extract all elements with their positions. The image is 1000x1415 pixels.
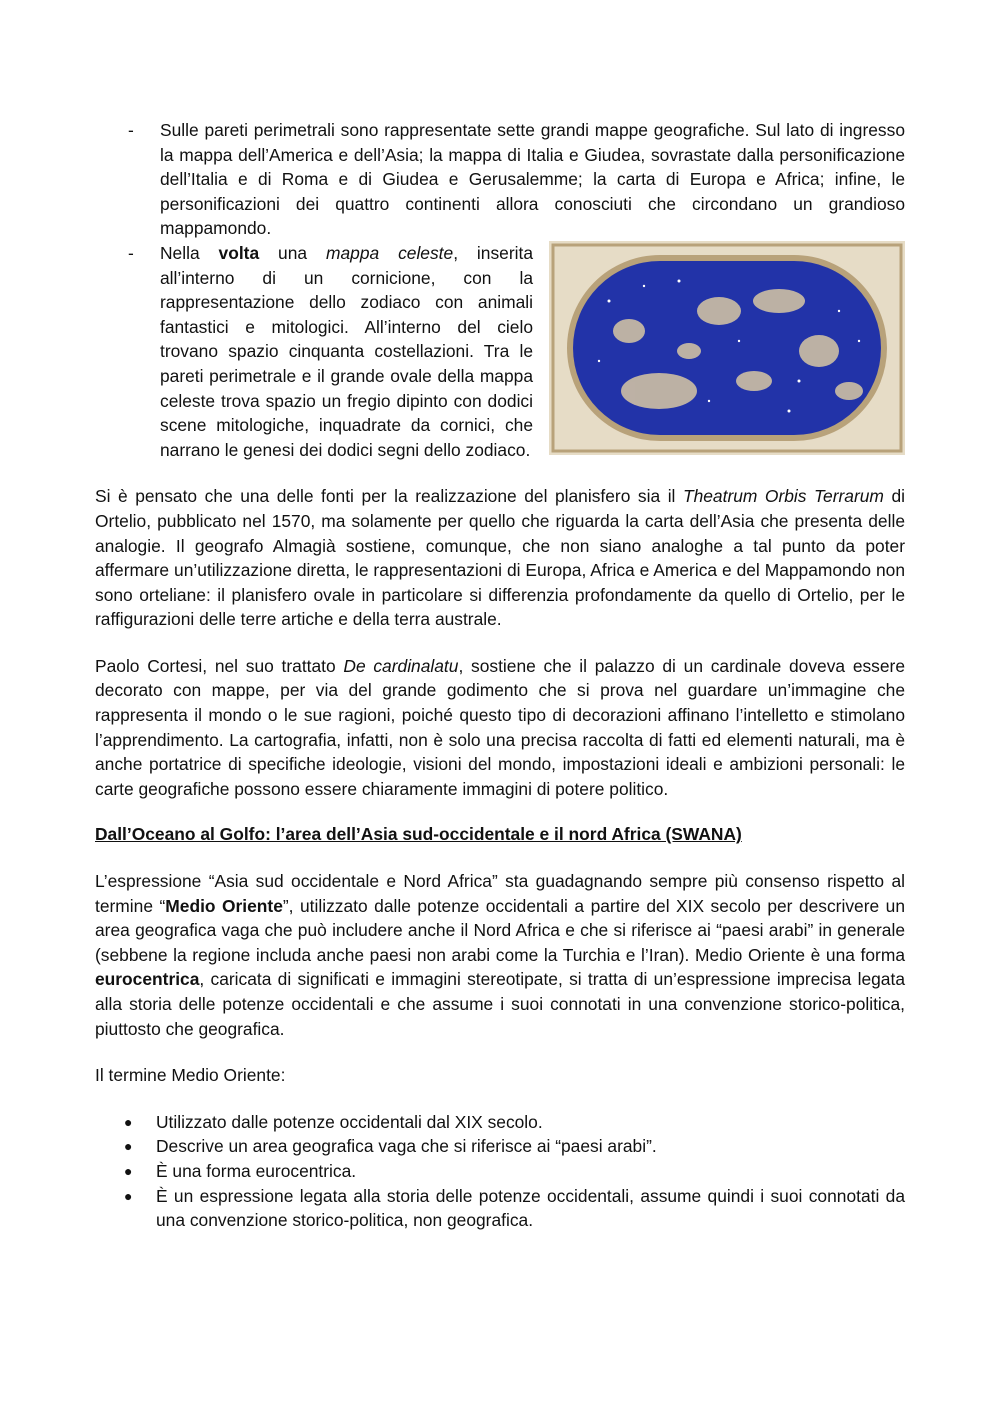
bullet-marker: ● bbox=[124, 1187, 133, 1204]
bullet-marker: ● bbox=[124, 1113, 133, 1130]
celestial-map-fresco-image bbox=[549, 241, 905, 455]
bullet-list bbox=[95, 1110, 905, 1233]
paragraph: Il termine Medio Oriente: bbox=[95, 1065, 286, 1086]
list-item bbox=[95, 1159, 905, 1184]
list-item-text: È un espressione legata alla storia delle potenze occidentali, assume quindi i suoi connotati da una convenzione storico-politica, non geografica. bbox=[156, 1185, 905, 1231]
bullet-marker: ● bbox=[124, 1162, 133, 1179]
dash-marker: - bbox=[128, 120, 134, 140]
list-item bbox=[95, 118, 905, 241]
list-item bbox=[95, 1110, 905, 1135]
list-item bbox=[95, 241, 905, 462]
list-item bbox=[95, 1184, 905, 1233]
section-heading: Dall’Oceano al Golfo: l’area dell’Asia sud-occidentale e il nord Africa (SWANA) bbox=[95, 824, 742, 845]
paragraph: Paolo Cortesi, nel suo trattato De cardinalatu, sostiene che il palazzo di un cardinale doveva essere decorato con mappe, per via del grande godimento che si prova nel guardare un’immagine che rappresenta il mondo o le sue ragioni, poiché questo tipo di decorazioni affinano l’intelletto e stimolano l’apprendimento. La cartografia, infatti, non è solo una precisa raccolta di fatti ed elementi naturali, ma è anche portatrice di specifiche ideologie, visioni del mondo, impostazioni ideali e ambizioni personali: le carte geografiche possono essere chiaramente immagini di potere politico. bbox=[95, 655, 906, 799]
dash-list bbox=[95, 118, 905, 462]
paragraph: Si è pensato che una delle fonti per la realizzazione del planisfero sia il Theatrum Orbis Terrarum di Ortelio, pubblicato nel 1570, ma solamente per quello che riguarda la carta dell’Asia che presenta delle analogie. Il geografo Almagià sostiene, comunque, che non siano analoghe a tal punto da poter affermare un’utilizzazione diretta, le rappresentazioni di Europa, Africa e America e del Mappamondo non sono orteliane: il planisfero ovale in particolare si differenzia profondamente da quello di Ortelio, per le raffigurazioni delle terre artiche e della terra australe. bbox=[95, 486, 905, 630]
list-item-text: Descrive un area geografica vaga che si riferisce ai “paesi arabi”. bbox=[156, 1136, 657, 1157]
document-page bbox=[95, 118, 905, 1233]
bullet-marker: ● bbox=[124, 1138, 133, 1155]
list-item bbox=[95, 1134, 905, 1159]
celestial-map-fresco-svg bbox=[549, 241, 905, 455]
dash-marker: - bbox=[128, 242, 134, 263]
list-item-text: È una forma eurocentrica. bbox=[156, 1160, 357, 1181]
list-item-text: Utilizzato dalle potenze occidentali dal XIX secolo. bbox=[156, 1111, 543, 1132]
paragraph: L’espressione “Asia sud occidentale e Nord Africa” sta guadagnando sempre più consenso rispetto al termine “Medio Oriente”, utilizzato dalle potenze occidentali a partire del XIX secolo per descrivere un area geografica vaga che può includere anche il Nord Africa e che si riferisce ai “paesi arabi” in generale (sebbene la regione includa anche paesi non arabi come la Turchia e l’Iran). Medio Oriente è una forma eurocentrica, caricata di significati e immagini stereotipate, si tratta di un’espressione imprecisa legata alla storia delle potenze occidentali e che assume i suoi connotati in una convenzione storico-politica, piuttosto che geografica. bbox=[95, 871, 905, 1039]
list-item-text: Sulle pareti perimetrali sono rappresentate sette grandi mappe geografiche. Sul lato di ingresso la mappa dell’America e dell’Asia; la mappa di Italia e Giudea, sovrastate dalla personificazione dell’Italia e di Roma e di Giudea e Gerusalemme; la carta di Europa e Africa; infine, le personificazioni dei quattro continenti allora conosciuti che circondano un grandioso mappamondo. bbox=[160, 120, 905, 239]
list-item-text: Nella volta una mappa celeste, inserita all’interno di un cornicione, con la rappresentazione dello zodiaco con animali fantastici e mitologici. All’interno del cielo trovano spazio cinquanta costellazioni. Tra le pareti perimetrale e il grande ovale della mappa celeste trova spazio un fregio dipinto con dodici scene mitologiche, inquadrate da cornici, che narrano le genesi dei dodici segni dello zodiaco. bbox=[160, 242, 533, 460]
